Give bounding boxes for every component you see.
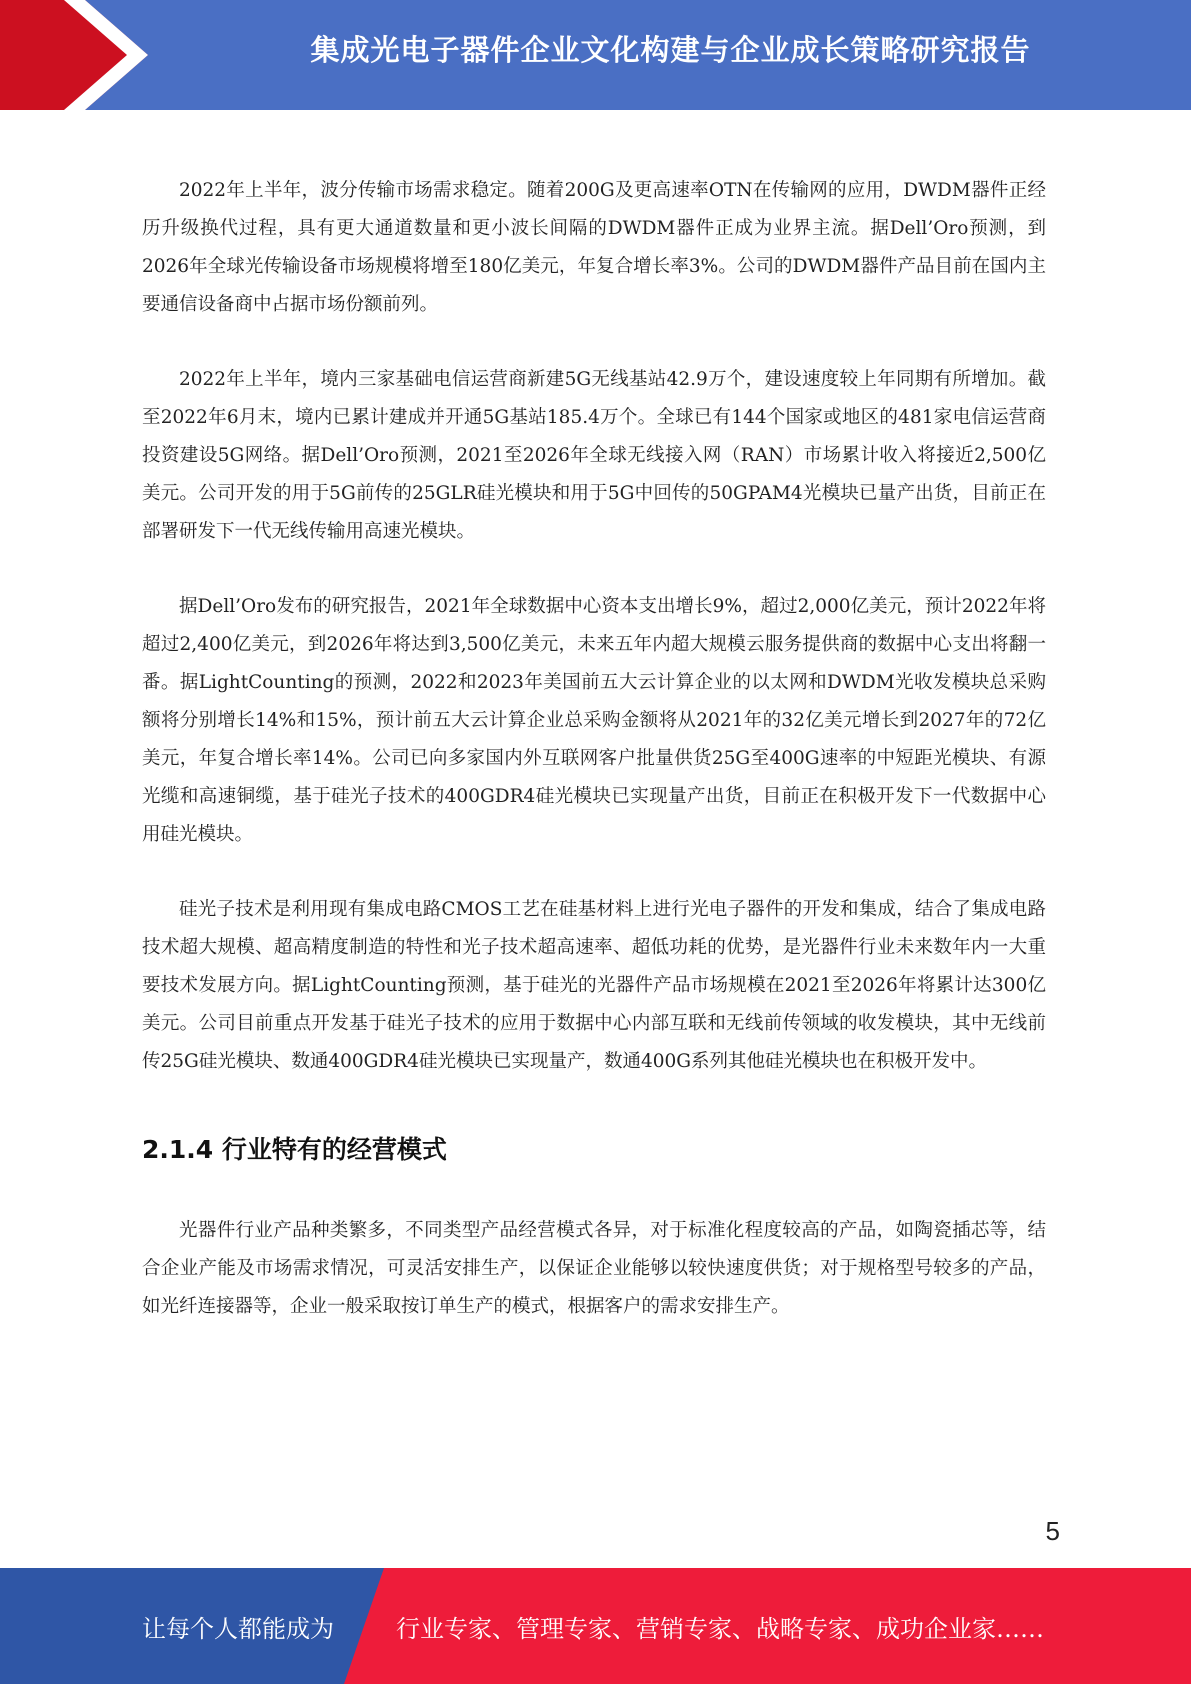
footer-slogan-right: 行业专家、管理专家、营销专家、战略专家、成功企业家…… xyxy=(396,1615,1044,1643)
section-heading: 2.1.4 行业特有的经营模式 xyxy=(142,1135,447,1164)
paragraph-data-center-capex: 据Dell’Oro发布的研究报告，2021年全球数据中心资本支出增长9%，超过2,000亿美元，预计2022年将超过2,400亿美元，到2026年将达到3,500亿美元，未来五年内超大规模云服务提供商的数据中心支出将翻一番。据LightCounting的预测，2022和2023年美国前五大云计算企业的以太网和DWDM光收发模块总采购额将分别增长14%和15%，预计前五大云计算企业总采购金额将从2021年的32亿美元增长到2027年的72亿美元，年复合增长率14%。公司已向多家国内外互联网客户批量供货25G至400G速率的中短距光模块、有源光缆和高速铜缆，基于硅光子技术的400GDR4硅光模块已实现量产出货，目前正在积极开发下一代数据中心用硅光模块。 xyxy=(142,596,1046,845)
page-body xyxy=(142,172,1046,1363)
page-footer-band xyxy=(0,1568,1191,1684)
chevron-arrow-icon xyxy=(0,0,160,110)
footer-slogan-left: 让每个人都能成为 xyxy=(142,1615,334,1643)
paragraph-business-model: 光器件行业产品种类繁多，不同类型产品经营模式各异，对于标准化程度较高的产品，如陶瓷插芯等，结合企业产能及市场需求情况，可灵活安排生产，以保证企业能够以较快速度供货；对于规格型号较多的产品，如光纤连接器等，企业一般采取按订单生产的模式，根据客户的需求安排生产。 xyxy=(142,1220,1046,1317)
document-title: 集成光电子器件企业文化构建与企业成长策略研究报告 xyxy=(310,33,1031,67)
paragraph-5g-base-stations: 2022年上半年，境内三家基础电信运营商新建5G无线基站42.9万个，建设速度较上年同期有所增加。截至2022年6月末，境内已累计建成并开通5G基站185.4万个。全球已有144个国家或地区的481家电信运营商投资建设5G网络。据Dell’Oro预测，2021至2026年全球无线接入网（RAN）市场累计收入将接近2,500亿美元。公司开发的用于5G前传的25GLR硅光模块和用于5G中回传的50GPAM4光模块已量产出货，目前正在部署研发下一代无线传输用高速光模块。 xyxy=(142,369,1046,542)
paragraph-dwdm-market: 2022年上半年，波分传输市场需求稳定。随着200G及更高速率OTN在传输网的应用，DWDM器件正经历升级换代过程，具有更大通道数量和更小波长间隔的DWDM器件正成为业界主流。据Dell’Oro预测，到2026年全球光传输设备市场规模将增至180亿美元，年复合增长率3%。公司的DWDM器件产品目前在国内主要通信设备商中占据市场份额前列。 xyxy=(142,180,1046,315)
page-number: 5 xyxy=(1045,1516,1060,1546)
paragraph-silicon-photonics: 硅光子技术是利用现有集成电路CMOS工艺在硅基材料上进行光电子器件的开发和集成，结合了集成电路技术超大规模、超高精度制造的特性和光子技术超高速率、超低功耗的优势，是光器件行业未来数年内一大重要技术发展方向。据LightCounting预测，基于硅光的光器件产品市场规模在2021至2026年将累计达300亿美元。公司目前重点开发基于硅光子技术的应用于数据中心内部互联和无线前传领域的收发模块，其中无线前传25G硅光模块、数通400GDR4硅光模块已实现量产，数通400G系列其他硅光模块也在积极开发中。 xyxy=(142,899,1046,1072)
page-header-band xyxy=(0,0,1191,110)
